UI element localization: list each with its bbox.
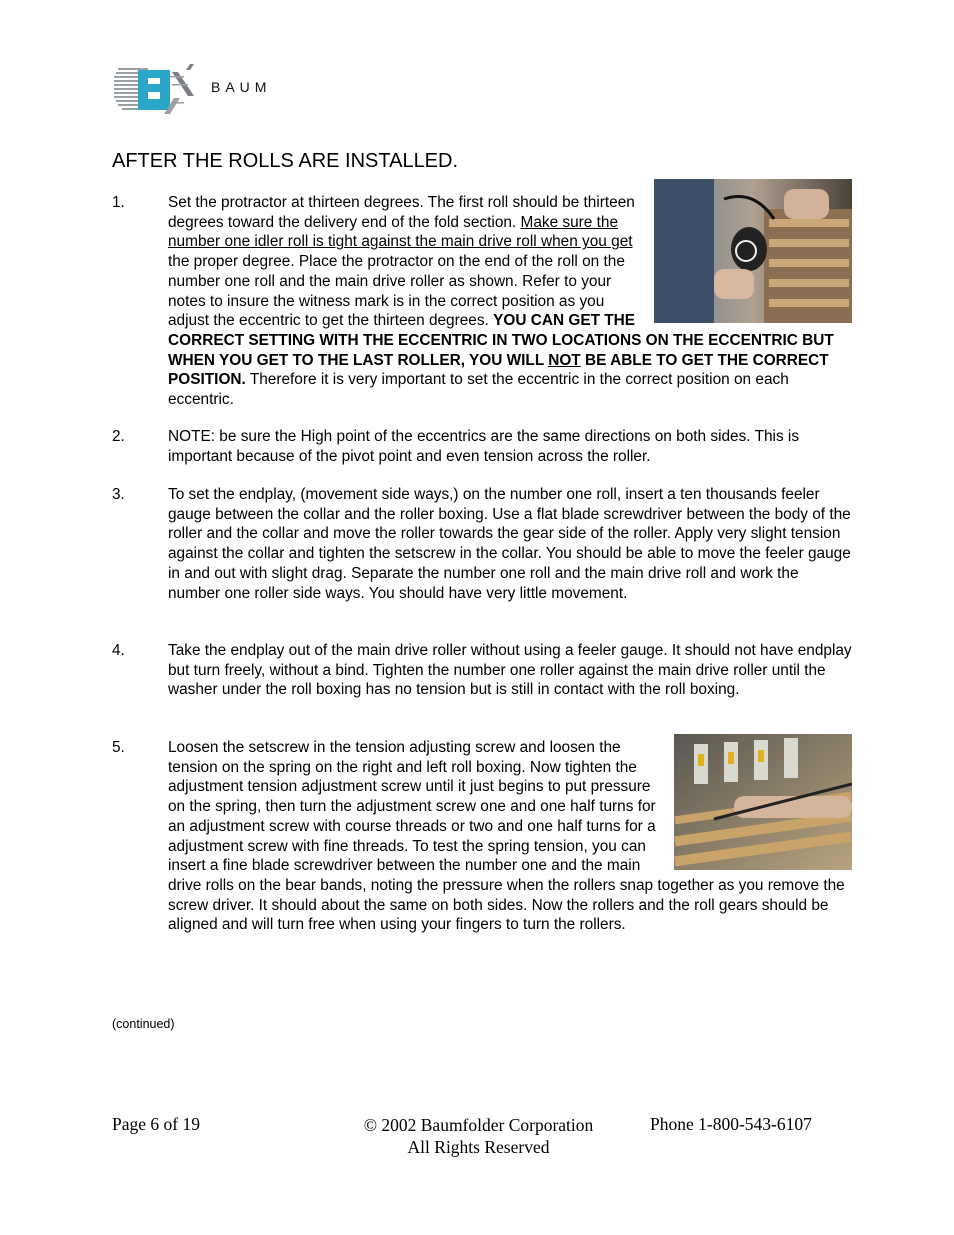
list-item xyxy=(112,641,852,700)
item-number: 4. xyxy=(112,642,125,659)
item-number: 5. xyxy=(112,739,125,756)
page-number: Page 6 of 19 xyxy=(112,1114,200,1134)
section-title: AFTER THE ROLLS ARE INSTALLED. xyxy=(112,150,459,172)
phone-number: Phone 1-800-543-6107 xyxy=(650,1114,812,1134)
brand-name: BAUM xyxy=(211,79,272,95)
list-item xyxy=(112,193,852,410)
item-text: Take the endplay out of the main drive roller without using a feeler gauge. It should not have endplay but turn freely, without a bind. Tighten the number one roller against the main drive roller until the washer under the roll boxing has no tension but is still in contact with the roll boxing. xyxy=(168,642,852,699)
item-text: Set the protractor at thirteen degrees. The first roll should be thirteen degrees toward the delivery end of the fold section. Make sure the number one idler roll is tight against the main drive roll when you get the proper degree. Place the protractor on the end of the roll on the number one roll and the main drive roller as shown. Refer to your notes to insure the witness mark is in the correct position as you adjust the eccentric to get the thirteen degrees. YOU CAN GET THE CORRECT SETTING WITH THE ECCENTRIC IN TWO LOCATIONS ON THE ECCENTRIC BUT WHEN YOU GET TO THE LAST ROLLER, YOU WILL NOT BE ABLE TO GET THE CORRECT POSITION. Therefore it is very important to set the eccentric in the correct position on each eccentric. xyxy=(168,193,852,410)
list-item xyxy=(112,738,852,935)
spring-tension-photo-image xyxy=(674,734,852,870)
item-number: 3. xyxy=(112,486,125,503)
item-text: Loosen the setscrew in the tension adjusting screw and loosen the tension on the spring on the right and left roll boxing. Now tighten the adjustment tension adjustment screw until it just begins to put pressure on the spring, then turn the adjustment screw one and one half turns for an adjustment screw with course threads or two and one half turns for a adjustment screw with fine threads. To test the spring tension, you can insert a fine blade screwdriver between the number one and the main drive rolls on the bear bands, noting the pressure when the rollers snap together as you remove the screw driver. It should about the same on both sides. Now the rollers and the roll gears should be aligned and will turn free when using your fingers to turn the rollers. xyxy=(168,738,852,935)
continued-note: (continued) xyxy=(112,1017,175,1031)
item-number: 1. xyxy=(112,194,125,211)
copyright: © 2002 Baumfolder Corporation All Rights Reserved xyxy=(363,1115,594,1157)
item-number: 2. xyxy=(112,428,125,445)
list-item xyxy=(112,485,852,603)
item-text: NOTE: be sure the High point of the eccentrics are the same directions on both sides. This is important because of the pivot point and even tension across the roller. xyxy=(168,428,800,465)
list-item xyxy=(112,427,852,466)
protractor-photo-image xyxy=(654,179,852,323)
item-text: To set the endplay, (movement side ways,) on the number one roll, insert a ten thousands feeler gauge between the collar and the roller boxing. Use a flat blade screwdriver between the body of the roller and the collar and move the roller towards the gear side of the roller. Apply very slight tension against the collar and tighten the setscrew in the collar. You should be able to move the feeler gauge in and out with slight drag. Separate the number one roll and the main drive roll and work the number one roller side ways. You should have very little movement. xyxy=(168,486,851,602)
